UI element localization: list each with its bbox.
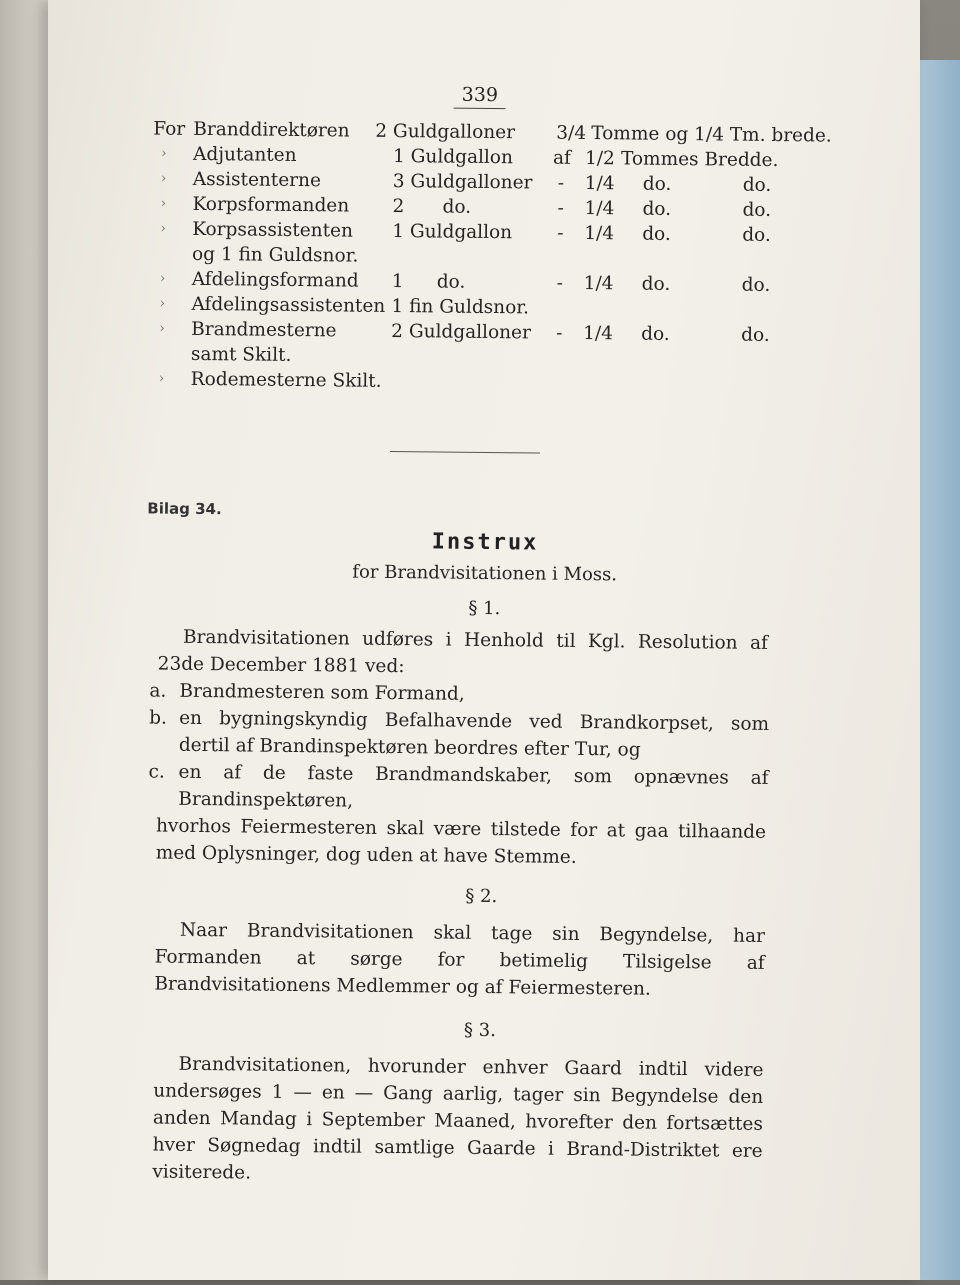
row-ditto: do. xyxy=(642,223,671,245)
row-qty: 1 Guldgallon xyxy=(392,220,513,244)
row-ditto: do. xyxy=(742,224,771,246)
row-ditto: do. xyxy=(741,324,770,346)
row-qty: 2 Guldgalloner xyxy=(375,120,516,144)
row-prefix: For xyxy=(153,118,186,140)
row-name: Assistenterne xyxy=(192,168,322,192)
row-fraction: 1/4 xyxy=(584,222,615,245)
item-text: en af de faste Brandmandskaber, som opnævnes af Brandinspektøren, xyxy=(178,761,769,812)
row-ditto: do. xyxy=(641,273,671,295)
row-name: samt Skilt. xyxy=(190,343,292,366)
row-name: Rodemesterne Skilt. xyxy=(190,368,382,392)
row-name: Afdelingsassistenten xyxy=(191,293,386,317)
section-heading: § 1. xyxy=(468,597,501,620)
row-fraction: 1/4 xyxy=(583,322,614,345)
row-fraction: 3/4 xyxy=(556,122,587,144)
document-subtitle: for Brandvisitationen i Moss. xyxy=(352,561,618,586)
row-name: Korpsformanden xyxy=(192,193,350,217)
row-qty: 2 xyxy=(392,195,405,218)
section-heading: § 3. xyxy=(463,1019,496,1042)
list-item xyxy=(151,366,781,398)
paragraph: Brandvisitationen, hvorunder enhver Gaard indtil videre undersøges 1 — en — Gang aarlig, tager sin Begyndelse den anden Mandag i September Maaned, hvorefter den fortsættes hver Søgnedag indtil samtlige Gaarde i Brand-Distriktet ere visiterede. xyxy=(152,1053,764,1184)
row-af: - xyxy=(557,197,564,219)
appendix-label: Bilag 34. xyxy=(147,499,222,519)
page-content xyxy=(41,0,926,1284)
section-heading: § 2. xyxy=(465,885,498,908)
row-name: Brandmesterne xyxy=(191,318,337,342)
row-name: Afdelingsformand xyxy=(191,268,359,292)
row-rest: Tomme og 1/4 Tm. brede. xyxy=(591,123,832,147)
book-page xyxy=(48,0,920,1280)
ditto-mark: › xyxy=(160,145,167,162)
row-qty: 1 xyxy=(391,270,404,293)
document-title: Instrux xyxy=(431,529,539,556)
ditto-mark: › xyxy=(159,295,166,312)
row-name: Adjutanten xyxy=(192,143,297,166)
item-label: c. xyxy=(148,761,165,783)
row-ditto: do. xyxy=(642,198,672,220)
item-label: a. xyxy=(149,680,167,702)
row-qty: 1 fin Guldsnor. xyxy=(391,295,530,319)
row-af: af xyxy=(552,147,572,169)
row-rest: Tommes Bredde. xyxy=(620,148,779,172)
row-fraction: 1/4 xyxy=(584,197,615,220)
paragraph: Naar Brandvisitationen skal tage sin Begyndelse, har Formanden at sørge for betimelig Tilsigelse af Brandvisitationens Medlemmer og af Feiermesteren. xyxy=(154,919,766,1000)
section-divider xyxy=(390,451,540,454)
row-af: - xyxy=(556,322,563,344)
row-name: Korpsassistenten xyxy=(192,218,354,242)
ditto-mark: › xyxy=(158,370,165,387)
row-qty: 1 Guldgallon xyxy=(392,145,514,169)
item-label: b. xyxy=(149,707,168,729)
ditto-mark: › xyxy=(159,320,165,337)
row-ditto: do. xyxy=(741,274,771,296)
item-text: Brandmesteren som Formand, xyxy=(179,680,465,705)
row-fraction: 1/4 xyxy=(583,272,614,295)
ditto-mark: › xyxy=(160,195,167,212)
row-qty-ditto: do. xyxy=(436,271,466,293)
row-ditto: do. xyxy=(742,199,772,221)
ditto-mark: › xyxy=(160,170,167,187)
row-qty: 3 Guldgalloner xyxy=(392,170,533,194)
row-af: - xyxy=(556,272,564,294)
ditto-mark: › xyxy=(160,220,166,237)
row-qty: 2 Guldgalloner xyxy=(391,320,531,344)
page-number: 339 xyxy=(454,84,507,110)
row-ditto: do. xyxy=(642,173,672,195)
row-qty-ditto: do. xyxy=(442,196,472,218)
row-ditto: do. xyxy=(742,174,772,196)
paragraph: hvorhos Feiermesteren skal være tilstede for at gaa tilhaande med Oplysninger, dog uden at have Stemme. xyxy=(155,815,767,868)
row-ditto: do. xyxy=(641,323,670,345)
row-name: og 1 fin Guldsnor. xyxy=(191,243,359,267)
row-fraction: 1/2 xyxy=(584,147,615,170)
item-text: en bygningskyndig Befalhavende ved Brandkorpset, som dertil af Brandinspektøren beordres efter Tur, og xyxy=(178,707,770,761)
paragraph: Brandvisitationen udføres i Henhold til Kgl. Resolution af 23de December 1881 ved: xyxy=(157,626,769,678)
row-af: - xyxy=(557,172,565,194)
ditto-mark: › xyxy=(159,270,166,287)
row-fraction: 1/4 xyxy=(584,172,615,195)
row-af: - xyxy=(557,222,564,244)
rank-list xyxy=(151,116,832,398)
row-name: Branddirektøren xyxy=(193,118,350,142)
